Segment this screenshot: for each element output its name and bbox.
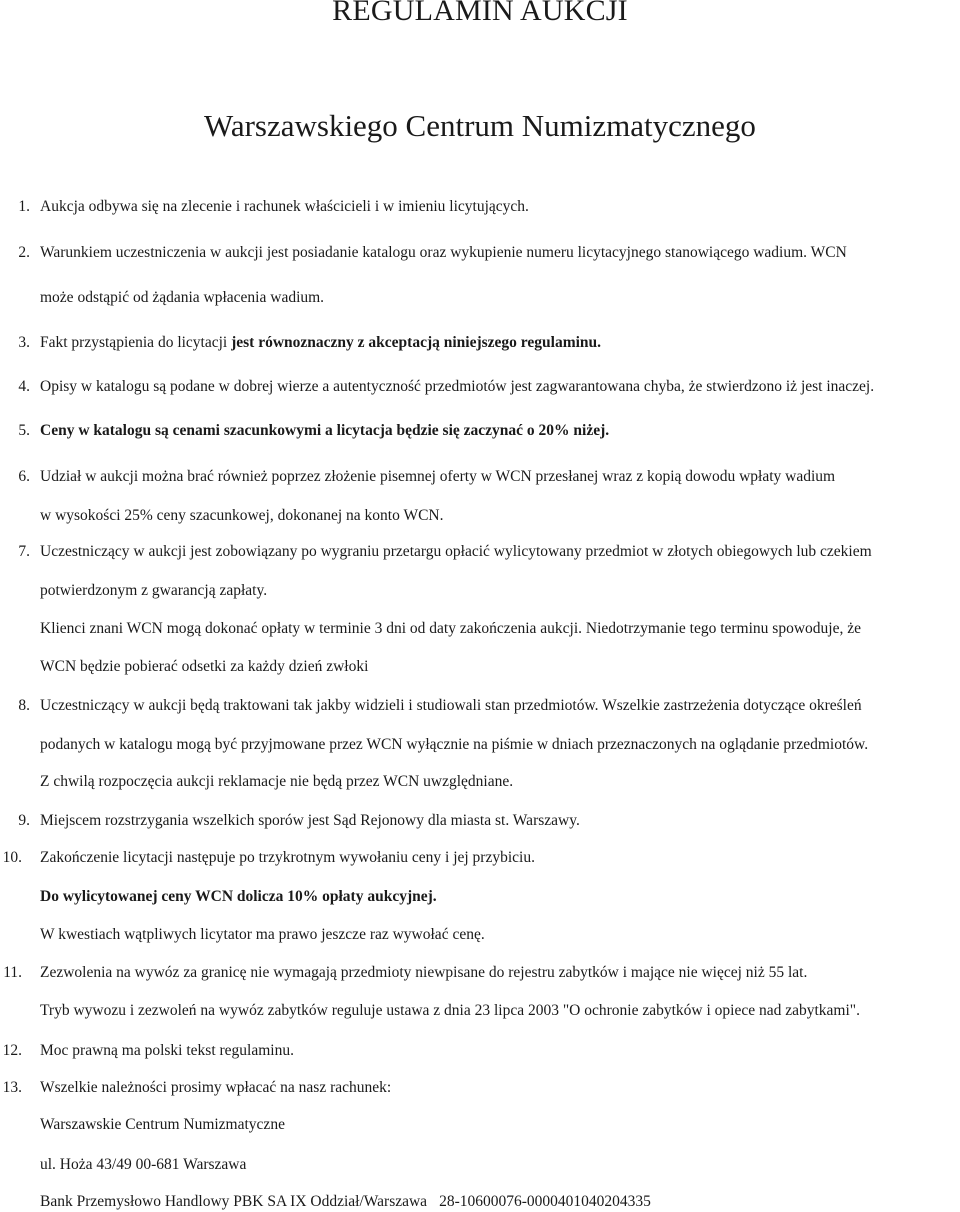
item-6-line-1: Udział w aukcji można brać również poprzez złożenie pisemnej oferty w WCN przesłanej wraz z kopią dowodu wpłaty wadium <box>40 468 836 485</box>
bank-account-number: 28-10600076-0000401040204335 <box>439 1193 651 1210</box>
item-12-line-1: Moc prawną ma polski tekst regulaminu. <box>40 1042 294 1059</box>
item-5-line-1: Ceny w katalogu są cenami szacunkowymi a licytacja będzie się zaczynać o 20% niżej. <box>40 422 610 439</box>
item-13-company-name: Warszawskie Centrum Numizmatyczne <box>40 1116 285 1133</box>
item-4-line-1: Opisy w katalogu są podane w dobrej wierze a autentyczność przedmiotów jest zagwarantowana chyba, że stwierdzono iż jest inaczej. <box>40 378 875 395</box>
item-9-line-1: Miejscem rozstrzygania wszelkich sporów jest Sąd Rejonowy dla miasta st. Warszawy. <box>40 812 580 829</box>
item-number-1: 1. <box>18 198 30 215</box>
item-2-line-2: może odstąpić od żądania wpłacenia wadium. <box>40 289 325 306</box>
item-6-line-2: w wysokości 25% ceny szacunkowej, dokonanej na konto WCN. <box>40 507 444 524</box>
bank-name: Bank Przemysłowo Handlowy PBK SA IX Oddział/Warszawa <box>40 1193 428 1210</box>
document-title: REGULAMIN AUKCJI <box>332 0 628 27</box>
item-3-line-1 <box>40 333 601 353</box>
item-1-line-1: Aukcja odbywa się na zlecenie i rachunek właścicieli i w imieniu licytujących. <box>40 198 529 215</box>
item-number-10: 10. <box>2 849 22 866</box>
item-7-line-2: potwierdzonym z gwarancją zapłaty. <box>40 582 268 599</box>
item-10-line-1: Zakończenie licytacji następuje po trzykrotnym wywołaniu ceny i jej przybiciu. <box>40 849 535 866</box>
item-number-8: 8. <box>18 697 30 714</box>
item-8-line-1: Uczestniczący w aukcji będą traktowani tak jakby widzieli i studiowali stan przedmiotów. Wszelkie zastrzeżenia dotyczące określeń <box>40 697 862 714</box>
item-3-plain-text: Fakt przystąpienia do licytacji <box>40 334 232 351</box>
item-2-line-1: Warunkiem uczestniczenia w aukcji jest posiadanie katalogu oraz wykupienie numeru licytacyjnego stanowiącego wadium. WCN <box>40 244 847 261</box>
item-number-5: 5. <box>18 422 30 439</box>
item-number-2: 2. <box>18 244 30 261</box>
item-number-6: 6. <box>18 468 30 485</box>
bank-account-line <box>40 1192 651 1212</box>
item-number-7: 7. <box>18 543 30 560</box>
item-number-3: 3. <box>18 334 30 351</box>
item-number-9: 9. <box>18 812 30 829</box>
item-number-11: 11. <box>3 964 22 981</box>
item-13-line-1: Wszelkie należności prosimy wpłacać na nasz rachunek: <box>40 1079 392 1096</box>
item-7-line-3: Klienci znani WCN mogą dokonać opłaty w terminie 3 dni od daty zakończenia aukcji. Niedotrzymanie tego terminu spowoduje, że <box>40 620 861 637</box>
item-8-line-2: podanych w katalogu mogą być przyjmowane przez WCN wyłącznie na piśmie w dniach przeznaczonych na oglądanie przedmiotów. <box>40 736 869 753</box>
item-number-4: 4. <box>18 378 30 395</box>
item-7-line-1: Uczestniczący w aukcji jest zobowiązany po wygraniu przetargu opłacić wylicytowany przedmiot w złotych obiegowych lub czekiem <box>40 543 872 560</box>
item-8-line-3: Z chwilą rozpoczęcia aukcji reklamacje nie będą przez WCN uwzględniane. <box>40 773 514 790</box>
item-7-line-4: WCN będzie pobierać odsetki za każdy dzień zwłoki <box>40 658 369 675</box>
document-subtitle: Warszawskiego Centrum Numizmatycznego <box>204 108 756 143</box>
item-number-12: 12. <box>2 1042 22 1059</box>
item-13-address: ul. Hoża 43/49 00-681 Warszawa <box>40 1156 247 1173</box>
item-number-13: 13. <box>2 1079 22 1096</box>
item-11-line-1: Zezwolenia na wywóz za granicę nie wymagają przedmioty niewpisane do rejestru zabytków i mające nie więcej niż 55 lat. <box>40 964 808 981</box>
item-10-line-2: Do wylicytowanej ceny WCN dolicza 10% opłaty aukcyjnej. <box>40 888 437 905</box>
item-11-line-2: Tryb wywozu i zezwoleń na wywóz zabytków reguluje ustawa z dnia 23 lipca 2003 "O ochronie zabytków i opiece nad zabytkami". <box>40 1002 860 1019</box>
item-3-bold-text: jest równoznaczny z akceptacją niniejszego regulaminu. <box>231 334 602 351</box>
item-10-line-3: W kwestiach wątpliwych licytator ma prawo jeszcze raz wywołać cenę. <box>40 926 485 943</box>
